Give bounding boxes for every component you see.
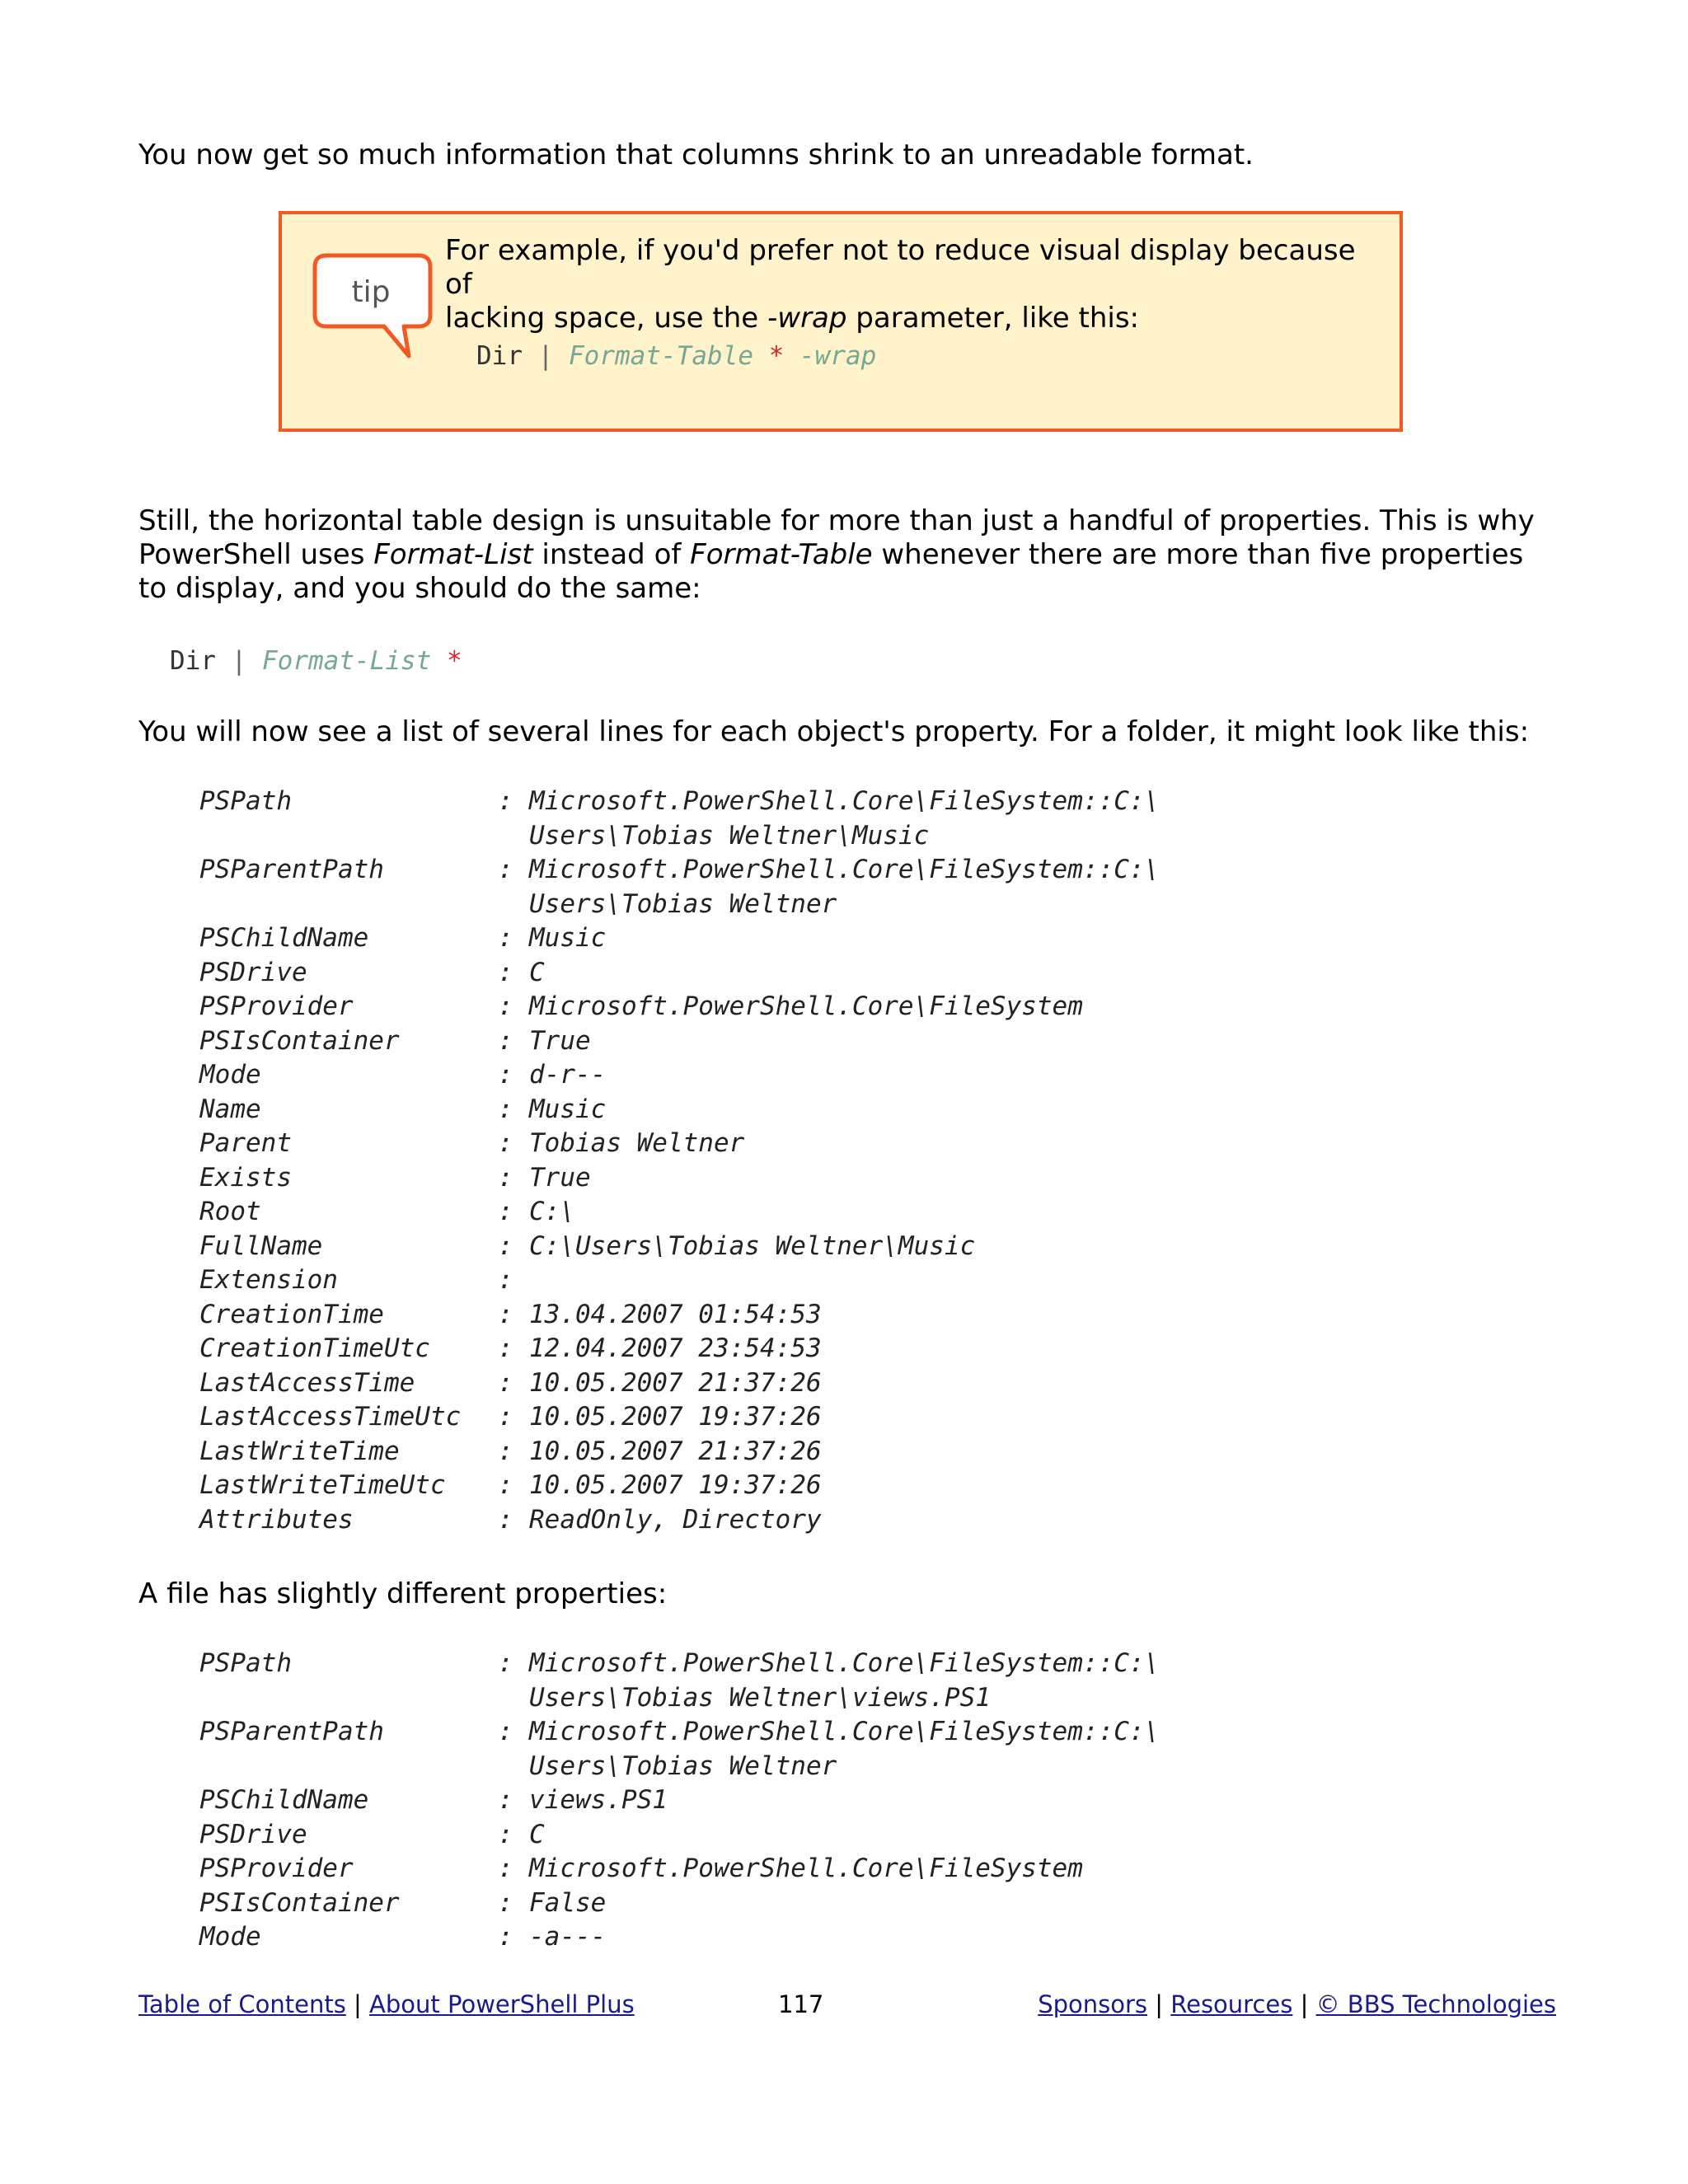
property-row	[199, 1366, 1160, 1401]
property-row	[199, 1263, 1160, 1298]
property-row	[199, 1681, 1160, 1716]
property-name	[199, 1750, 498, 1784]
property-separator: :	[498, 1265, 513, 1295]
property-row	[199, 1093, 1160, 1127]
property-value: C	[529, 957, 545, 987]
tip-icon	[312, 247, 435, 363]
property-name: PSChildName	[199, 1785, 369, 1815]
property-separator	[498, 888, 529, 922]
property-value: Users\Tobias Weltner\views.PS1	[529, 1682, 991, 1713]
property-separator	[498, 1750, 529, 1784]
code-cmdlet: Format-Table	[569, 341, 753, 371]
property-separator: :	[498, 1470, 513, 1500]
property-separator: :	[498, 957, 513, 987]
intro-paragraph: You now get so much information that columns shrink to an unreadable format.	[138, 138, 1254, 171]
code-cmdlet: Format-List	[262, 646, 432, 676]
resources-link[interactable]: Resources	[1170, 1990, 1293, 2018]
property-value: Microsoft.PowerShell.Core\FileSystem::C:\	[529, 855, 1160, 884]
property-name: Name	[199, 1094, 261, 1124]
format-list-paragraph	[138, 504, 1556, 606]
property-value: 12.04.2007 23:54:53	[529, 1333, 822, 1363]
property-name: Extension	[199, 1265, 338, 1295]
property-name: Attributes	[199, 1504, 354, 1535]
property-row	[199, 1469, 1160, 1503]
property-value: views.PS1	[529, 1785, 668, 1815]
property-name: LastWriteTime	[199, 1436, 400, 1466]
property-value: C	[529, 1819, 545, 1849]
property-value: 10.05.2007 21:37:26	[529, 1367, 822, 1398]
property-separator: :	[498, 1128, 513, 1158]
para2-part1: Still, the horizontal table design is unsuitable for more than just a handful of properties. This is why PowerShell uses	[138, 504, 1535, 571]
property-row	[199, 1400, 1160, 1435]
property-row	[199, 785, 1160, 819]
property-separator: :	[498, 855, 513, 884]
property-name: LastAccessTime	[199, 1367, 415, 1398]
property-separator: :	[498, 1854, 513, 1883]
about-powershell-plus-link[interactable]: About PowerShell Plus	[369, 1990, 635, 2018]
property-name: PSIsContainer	[199, 1025, 400, 1056]
property-name: CreationTimeUtc	[199, 1333, 430, 1363]
property-value: Microsoft.PowerShell.Core\FileSystem	[529, 1854, 1083, 1883]
property-row	[199, 1920, 1160, 1955]
property-value: Microsoft.PowerShell.Core\FileSystem::C:\	[529, 786, 1160, 816]
property-row	[199, 990, 1160, 1024]
property-value: C:\	[529, 1197, 575, 1226]
property-separator: :	[498, 1717, 513, 1746]
property-row	[199, 1783, 1160, 1818]
code-pipe: |	[231, 646, 247, 676]
property-value: Music	[529, 923, 607, 953]
file-intro-paragraph: A file has slightly different properties:	[138, 1577, 668, 1610]
para2-part3: whenever there are more than five properties to display, and you should do the same:	[138, 538, 1524, 605]
property-value: Tobias Weltner	[529, 1128, 745, 1158]
sponsors-link[interactable]: Sponsors	[1038, 1990, 1148, 2018]
property-separator: :	[498, 1887, 513, 1918]
property-separator	[498, 1681, 529, 1716]
folder-intro-paragraph: You will now see a list of several lines for each object's property. For a folder, it might look like this:	[138, 715, 1530, 748]
property-name: PSDrive	[199, 1819, 307, 1849]
property-value: 10.05.2007 19:37:26	[529, 1402, 822, 1432]
property-row	[199, 1332, 1160, 1366]
property-row	[199, 921, 1160, 956]
footer-separator: |	[1300, 1990, 1309, 2018]
property-separator: :	[498, 1162, 513, 1193]
property-row	[199, 819, 1160, 854]
property-name	[199, 1681, 498, 1716]
property-separator: :	[498, 1367, 513, 1398]
property-value: 13.04.2007 01:54:53	[529, 1299, 822, 1329]
property-value: ReadOnly, Directory	[529, 1504, 822, 1535]
tip-code	[476, 340, 876, 373]
property-row	[199, 1435, 1160, 1469]
property-name: PSChildName	[199, 923, 369, 953]
property-separator: :	[498, 1230, 513, 1261]
property-name: PSIsContainer	[199, 1887, 400, 1918]
property-name: Mode	[199, 1060, 261, 1090]
property-row	[199, 1161, 1160, 1196]
code-dir: Dir	[170, 646, 216, 676]
property-separator: :	[498, 1197, 513, 1226]
tip-icon-label: tip	[351, 275, 391, 309]
property-value: True	[529, 1025, 591, 1056]
property-row	[199, 1127, 1160, 1161]
property-separator: :	[498, 1333, 513, 1363]
code-pipe: |	[537, 341, 554, 371]
property-name	[199, 888, 498, 922]
property-separator: :	[498, 1025, 513, 1056]
property-row	[199, 1058, 1160, 1093]
tip-line-1: For example, if you'd prefer not to reduce visual display because of	[445, 234, 1356, 301]
property-value: Users\Tobias Weltner	[529, 1750, 837, 1781]
property-name: FullName	[199, 1230, 323, 1261]
property-value: 10.05.2007 19:37:26	[529, 1470, 822, 1500]
property-value: Users\Tobias Weltner	[529, 888, 837, 919]
property-value: False	[529, 1887, 607, 1918]
property-value: Music	[529, 1094, 607, 1124]
tip-text	[445, 234, 1385, 335]
property-value: Users\Tobias Weltner\Music	[529, 820, 930, 851]
property-separator: :	[498, 1504, 513, 1535]
property-row	[199, 853, 1160, 888]
property-row	[199, 888, 1160, 922]
para2-part2: instead of	[532, 538, 691, 571]
property-value: Microsoft.PowerShell.Core\FileSystem::C:\	[529, 1717, 1160, 1746]
tip-line-2-pre: lacking space, use the	[445, 302, 767, 335]
footer-separator: |	[354, 1990, 362, 2018]
property-separator: :	[498, 1436, 513, 1466]
format-list-code	[170, 644, 462, 678]
folder-property-list	[199, 785, 1160, 1537]
bbs-technologies-link[interactable]: © BBS Technologies	[1315, 1990, 1556, 2018]
property-row	[199, 1750, 1160, 1784]
code-dir: Dir	[476, 341, 523, 371]
property-row	[199, 1195, 1160, 1230]
property-row	[199, 1818, 1160, 1853]
property-separator: :	[498, 1402, 513, 1432]
property-name: LastAccessTimeUtc	[199, 1402, 462, 1432]
tip-wrap-param: -wrap	[767, 302, 847, 335]
property-value: -a---	[529, 1922, 607, 1952]
property-row	[199, 1886, 1160, 1921]
property-value: Microsoft.PowerShell.Core\FileSystem	[529, 991, 1083, 1021]
property-separator: :	[498, 1299, 513, 1329]
property-separator: :	[498, 1785, 513, 1815]
property-row	[199, 1503, 1160, 1538]
property-row	[199, 956, 1160, 991]
property-name: Parent	[199, 1128, 292, 1158]
page-number: 117	[778, 1990, 824, 2018]
para2-format-list: Format-List	[373, 538, 533, 571]
property-value: C:\Users\Tobias Weltner\Music	[529, 1230, 976, 1261]
property-name: PSProvider	[199, 1854, 354, 1883]
property-separator: :	[498, 1922, 513, 1952]
property-name: PSParentPath	[199, 1717, 384, 1746]
property-name: PSDrive	[199, 957, 307, 987]
code-star: *	[768, 341, 785, 371]
tip-line-2-post: parameter, like this:	[846, 302, 1139, 335]
property-value: Microsoft.PowerShell.Core\FileSystem::C:\	[529, 1648, 1160, 1678]
property-name	[199, 819, 498, 854]
code-param: -wrap	[799, 341, 877, 371]
footer-separator: |	[1155, 1990, 1164, 2018]
property-name: Exists	[199, 1162, 292, 1193]
table-of-contents-link[interactable]: Table of Contents	[138, 1990, 346, 2018]
property-separator: :	[498, 923, 513, 953]
property-name: Root	[199, 1197, 261, 1226]
property-value: True	[529, 1162, 591, 1193]
property-row	[199, 1715, 1160, 1750]
property-separator: :	[498, 991, 513, 1021]
property-row	[199, 1230, 1160, 1264]
file-property-list	[199, 1647, 1160, 1955]
property-separator	[498, 819, 529, 854]
property-name: Mode	[199, 1922, 261, 1952]
property-separator: :	[498, 1094, 513, 1124]
property-value: d-r--	[529, 1060, 607, 1090]
property-name: PSProvider	[199, 991, 354, 1021]
property-name: PSParentPath	[199, 855, 384, 884]
property-name: LastWriteTimeUtc	[199, 1470, 446, 1500]
property-name: PSPath	[199, 786, 292, 816]
page-footer	[138, 1988, 1556, 2021]
para2-format-table: Format-Table	[690, 538, 873, 571]
property-value: 10.05.2007 21:37:26	[529, 1436, 822, 1466]
property-separator: :	[498, 786, 513, 816]
property-name: PSPath	[199, 1648, 292, 1678]
property-name: CreationTime	[199, 1299, 384, 1329]
property-row	[199, 1852, 1160, 1886]
property-row	[199, 1024, 1160, 1059]
property-separator: :	[498, 1648, 513, 1678]
property-row	[199, 1298, 1160, 1333]
code-star: *	[447, 646, 462, 676]
property-separator: :	[498, 1060, 513, 1090]
property-separator: :	[498, 1819, 513, 1849]
tip-box	[279, 211, 1403, 432]
property-row	[199, 1647, 1160, 1681]
